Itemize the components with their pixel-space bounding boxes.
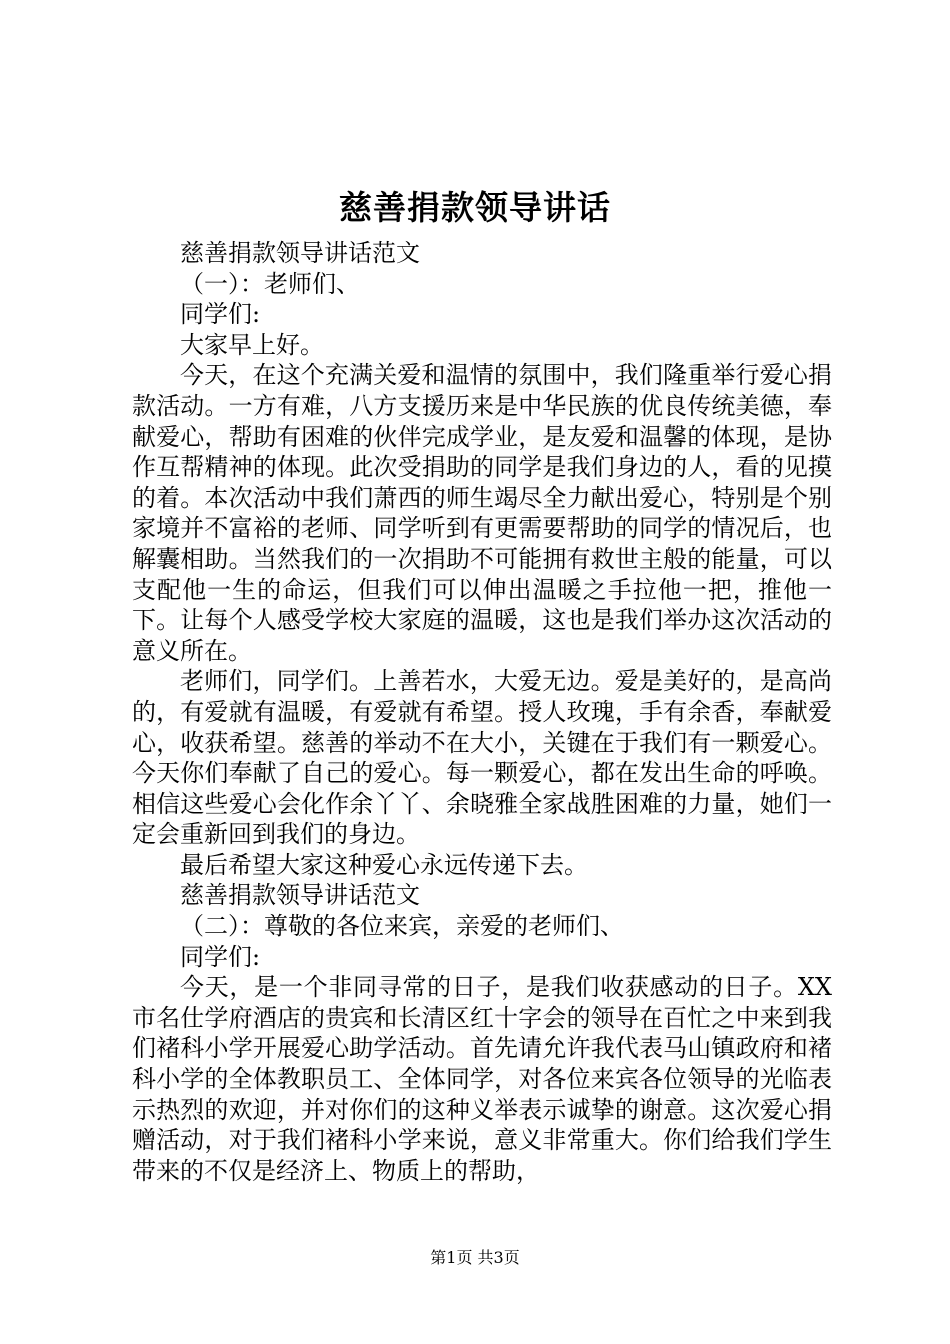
paragraph: 老师们，同学们。上善若水，大爱无边。爱是美好的，是高尚的，有爱就有温暖，有爱就有希望。授人玫瑰，手有余香，奉献爱心，收获希望。慈善的举动不在大小，关键在于我们有一颗爱心。今天你们奉献了自己的爱心。每一颗爱心，都在发出生命的呼唤。相信这些爱心会化作余丫丫、余晓雅全家战胜困难的力量，她们一定会重新回到我们的身边。 xyxy=(132,667,832,849)
paragraph: 大家早上好。 xyxy=(180,330,324,359)
paragraph: 同学们: xyxy=(180,942,261,971)
paragraph: （一）：老师们、 xyxy=(180,269,360,298)
paragraph: 今天，是一个非同寻常的日子，是我们收获感动的日子。XX市名仕学府酒店的贵宾和长清区红十字会的领导在百忙之中来到我们褚科小学开展爱心助学活动。首先请允许我代表马山镇政府和褚科小学的全体教职员工、全体同学，对各位来宾各位领导的光临表示热烈的欢迎，并对你们的这种义举表示诚挚的谢意。这次爱心捐赠活动，对于我们褚科小学来说，意义非常重大。你们给我们学生带来的不仅是经济上、物质上的帮助， xyxy=(132,973,832,1185)
paragraph: 最后希望大家这种爱心永远传递下去。 xyxy=(180,850,588,879)
page-footer: 第1页 共3页 xyxy=(430,1248,520,1267)
document-body xyxy=(132,238,832,1186)
paragraph: 今天，在这个充满关爱和温情的氛围中，我们隆重举行爱心捐款活动。一方有难，八方支援历来是中华民族的优良传统美德，奉献爱心，帮助有困难的伙伴完成学业，是友爱和温馨的体现，是协作互帮精神的体现。此次受捐助的同学是我们身边的人，看的见摸的着。本次活动中我们萧西的师生竭尽全力献出爱心，特别是个别家境并不富裕的老师、同学听到有更需要帮助的同学的情况后，也解囊相助。当然我们的一次捐助不可能拥有救世主般的能量，可以支配他一生的命运，但我们可以伸出温暖之手拉他一把，推他一下。让每个人感受学校大家庭的温暖，这也是我们举办这次活动的意义所在。 xyxy=(132,361,832,665)
paragraph: （二）：尊敬的各位来宾，亲爱的老师们、 xyxy=(180,912,624,941)
paragraph: 同学们: xyxy=(180,300,261,329)
document-title: 慈善捐款领导讲话 xyxy=(339,188,611,227)
paragraph: 慈善捐款领导讲话范文 xyxy=(180,239,420,267)
paragraph: 慈善捐款领导讲话范文 xyxy=(180,881,420,910)
